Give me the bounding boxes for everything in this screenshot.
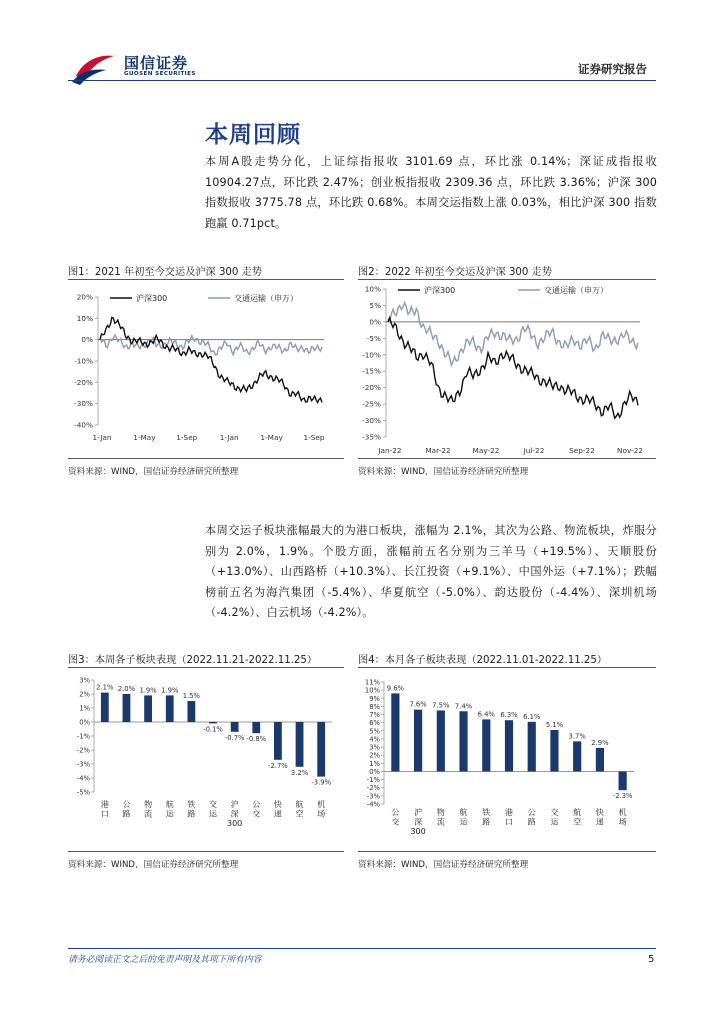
data-label: 7.6% (409, 700, 427, 709)
category-label: 机 (317, 800, 326, 809)
category-label: 交 (209, 800, 217, 809)
y-tick-label: -2% (76, 746, 90, 755)
category-label: 航 (459, 808, 468, 817)
x-tick-label: 1-Sep (176, 433, 198, 442)
y-tick-label: 1% (369, 759, 380, 768)
data-label: 6.4% (477, 710, 495, 719)
y-tick-label: 0% (79, 718, 90, 727)
y-tick-label: -4% (76, 774, 90, 783)
data-label: 5.1% (545, 720, 564, 729)
fig1-title: 图1：2021 年初至今交运及沪深 300 走势 (68, 267, 263, 278)
data-label: 3.7% (568, 732, 586, 741)
y-tick-label: -15% (362, 366, 381, 376)
category-label: 航 (165, 800, 174, 809)
category-label: 运 (550, 817, 559, 827)
category-label: 沪 (414, 808, 423, 817)
y-tick-label: -5% (366, 333, 381, 343)
review-paragraph: 本周A股走势分化，上证综指报收 3101.69 点，环比涨 0.14%；深证成指报收 10904.27点，环比跌 2.47%；创业板指报收 2309.36 点，环比跌 3.36%；沪深 300 指数报收 3775.78 点，环比跌 0.68%。本周交运指数上涨 0.03%，相比沪深 300 指数跑赢 0.71pct。 (205, 155, 657, 230)
fig2-line-chart (358, 282, 656, 458)
data-label: 2.1% (96, 683, 114, 692)
y-tick-label: -20% (362, 383, 381, 393)
fig2-source: 资料来源：WIND，国信证券经济研究所整理 (358, 467, 529, 477)
logo-text-cn: 国信证券 (124, 54, 189, 72)
x-tick-label: Jul-22 (523, 446, 545, 455)
bar (101, 693, 109, 722)
x-tick-label: Jan-22 (378, 446, 402, 455)
bar (296, 722, 304, 767)
series-line-transport (100, 335, 322, 355)
data-label: -0.7% (224, 733, 245, 742)
category-label: 场 (317, 809, 326, 819)
y-tick-label: 8% (369, 702, 380, 711)
y-tick-label: 0% (369, 767, 380, 776)
x-tick-label: 1-May (133, 433, 156, 442)
bar (209, 722, 217, 723)
category-label: 公 (527, 808, 536, 817)
sector-paragraph: 本周交运子板块涨幅最大的为港口板块，涨幅为 2.1%，其次为公路、物流板块，炸服分别为 2.0%，1.9%。个股方面，涨幅前五名分别为三羊马（+19.5%）、天顺股份（+13.0%）、山西路桥（+10.3%）、长江投资（+9.1%）、中国外运（+7.1%）；跌幅榜前五名为海汽集团（-5.4%）、华夏航空（-5.0%）、韵达股份（-4.4%）、深圳机场（-4.2%）、白云机场（-4.2%）。 (205, 524, 657, 619)
category-label: 场 (618, 817, 627, 827)
category-label: 运 (459, 817, 468, 827)
fig3-bar-chart (68, 670, 346, 848)
data-label: 3.2% (290, 768, 309, 777)
category-label: 递 (273, 809, 282, 819)
y-tick-label: 20% (76, 292, 93, 302)
bar (482, 719, 490, 771)
category-label: 铁 (482, 808, 491, 817)
data-label: 6.1% (523, 712, 541, 721)
category-label: 路 (122, 809, 131, 819)
x-tick-label: 1-Sep (303, 433, 325, 442)
category-label: 路 (527, 817, 536, 827)
bar (459, 711, 467, 771)
bar (391, 693, 399, 771)
y-tick-label: -30% (74, 399, 93, 409)
y-tick-label: 1% (79, 704, 90, 713)
fig2-title-rule (358, 279, 656, 280)
y-tick-label: -4% (366, 800, 380, 809)
y-tick-label: -3% (76, 760, 90, 769)
bar (528, 722, 536, 772)
category-label: 口 (505, 817, 513, 827)
category-label: 流 (436, 817, 445, 827)
data-label: 7.5% (432, 701, 450, 710)
fig3-bottom-rule (68, 851, 344, 852)
bar (437, 710, 445, 771)
category-label: 快 (273, 800, 282, 809)
category-label: 深 (414, 817, 423, 827)
y-tick-label: -40% (74, 420, 93, 430)
bar (166, 695, 174, 722)
category-label: 公 (391, 808, 400, 817)
fig1-source: 资料来源：WIND，国信证券经济研究所整理 (68, 467, 239, 477)
y-tick-label: -20% (74, 377, 93, 387)
category-label: 流 (144, 809, 153, 819)
y-tick-label: -25% (362, 399, 381, 409)
x-tick-label: 1-May (260, 433, 283, 442)
y-tick-label: 4% (369, 735, 380, 744)
bar (123, 694, 131, 722)
fig1-bottom-rule (68, 458, 344, 459)
y-tick-label: 3% (79, 676, 90, 685)
category-label: 航 (573, 808, 582, 817)
data-label: 7.4% (454, 702, 473, 711)
page-number: 5 (648, 954, 655, 965)
fig4-title-rule (358, 667, 656, 668)
category-label: 路 (187, 809, 196, 819)
header-divider (68, 80, 656, 81)
fig3-title: 图3：本周各子板块表现（2022.11.21-2022.11.25） (68, 655, 318, 666)
bar (573, 741, 581, 771)
footer-divider (68, 948, 656, 949)
y-tick-label: -1% (366, 776, 380, 785)
y-tick-label: -10% (362, 350, 381, 360)
y-tick-label: -1% (76, 732, 90, 741)
x-tick-label: Sep-22 (569, 446, 595, 455)
category-label: 空 (295, 809, 304, 819)
category-label: 物 (144, 800, 153, 809)
y-tick-label: 6% (369, 719, 380, 728)
y-tick-label: 3% (369, 743, 380, 752)
category-label: 300 (410, 827, 426, 836)
footer-disclaimer: 请务必阅读正文之后的免责声明及其项下所有内容 (68, 955, 262, 965)
bar (274, 722, 282, 760)
legend-label: 交通运输（申万） (544, 286, 608, 295)
y-tick-label: -35% (362, 432, 381, 442)
bar (414, 710, 422, 772)
data-label: 9.6% (386, 684, 405, 693)
fig1-line-chart (68, 282, 346, 452)
category-label: 运 (209, 809, 217, 819)
bar (187, 701, 195, 722)
y-tick-label: -3% (366, 792, 380, 801)
y-tick-label: -2% (366, 784, 380, 793)
x-tick-label: Mar-22 (425, 446, 451, 455)
logo-text-en: GUOSEN SECURITIES (124, 71, 196, 77)
y-tick-label: 0% (369, 317, 381, 327)
x-tick-label: Nov-22 (617, 446, 643, 455)
bar (619, 771, 627, 790)
data-label: -2.7% (268, 761, 288, 770)
legend-label: 交通运输（申万） (234, 294, 298, 303)
category-label: 机 (618, 808, 627, 817)
x-tick-label: 1-Jan (92, 433, 112, 442)
category-label: 300 (226, 819, 243, 828)
bar (231, 722, 239, 732)
fig2-title: 图2：2022 年初至今交运及沪深 300 走势 (358, 267, 553, 278)
category-label: 快 (595, 808, 604, 817)
legend-label: 沪深300 (136, 294, 168, 303)
data-label: -0.1% (203, 725, 223, 734)
bar (550, 730, 558, 771)
x-tick-label: 1-Jan (219, 433, 239, 442)
y-tick-label: 2% (79, 690, 90, 699)
y-tick-label: 0% (81, 335, 93, 345)
category-label: 交 (252, 809, 261, 819)
bar (252, 722, 260, 733)
bar (317, 722, 325, 777)
category-label: 航 (295, 800, 304, 809)
data-label: 2.0% (117, 685, 136, 693)
data-label: -3.9% (311, 778, 332, 787)
series-line-hs300 (100, 318, 322, 403)
category-label: 运 (165, 809, 174, 819)
category-label: 交 (550, 808, 559, 817)
category-label: 港 (100, 800, 109, 809)
data-label: 2.9% (591, 738, 609, 747)
category-label: 口 (100, 809, 109, 819)
fig4-bar-chart (358, 670, 656, 848)
fig4-title: 图4：本月各子板块表现（2022.11.01-2022.11.25） (358, 655, 608, 666)
y-tick-label: -10% (74, 356, 93, 366)
category-label: 交 (391, 817, 400, 827)
category-label: 公 (252, 800, 261, 809)
data-label: -0.8% (246, 735, 267, 744)
category-label: 港 (505, 808, 513, 817)
category-label: 铁 (187, 800, 196, 809)
category-label: 深 (230, 809, 239, 819)
bar (596, 748, 604, 772)
section-title: 本周回顾 (205, 122, 301, 148)
fig3-source: 资料来源：WIND，国信证券经济研究所整理 (68, 860, 239, 870)
y-tick-label: 2% (369, 751, 380, 760)
y-tick-label: 10% (364, 284, 381, 294)
y-tick-label: 11% (364, 678, 380, 687)
fig4-source: 资料来源：WIND，国信证券经济研究所整理 (358, 860, 529, 870)
y-tick-label: 5% (369, 727, 380, 736)
fig4-bottom-rule (358, 851, 656, 852)
category-label: 路 (482, 817, 491, 827)
bar (505, 720, 513, 771)
fig2-bottom-rule (358, 458, 656, 459)
x-tick-label: May-22 (472, 446, 500, 455)
legend-label: 沪深300 (424, 286, 456, 295)
y-tick-label: 7% (369, 711, 380, 720)
fig3-title-rule (68, 667, 344, 668)
category-label: 沪 (230, 800, 239, 809)
y-tick-label: 5% (369, 300, 381, 310)
y-tick-label: 9% (369, 694, 380, 703)
y-tick-label: -5% (76, 788, 90, 797)
bar (144, 695, 152, 722)
data-label: -2.3% (612, 792, 633, 801)
fig1-title-rule (68, 279, 344, 280)
category-label: 公 (122, 800, 131, 809)
y-tick-label: 10% (364, 686, 380, 695)
category-label: 物 (436, 808, 445, 817)
y-tick-label: -30% (362, 416, 381, 426)
data-label: 1.5% (182, 692, 201, 700)
y-tick-label: 10% (76, 313, 93, 323)
data-label: 1.9% (139, 686, 157, 695)
category-label: 递 (595, 817, 604, 827)
category-label: 空 (573, 817, 582, 827)
document-type: 证券研究报告 (578, 62, 647, 76)
data-label: 1.9% (161, 686, 179, 695)
data-label: 6.3% (500, 711, 518, 720)
